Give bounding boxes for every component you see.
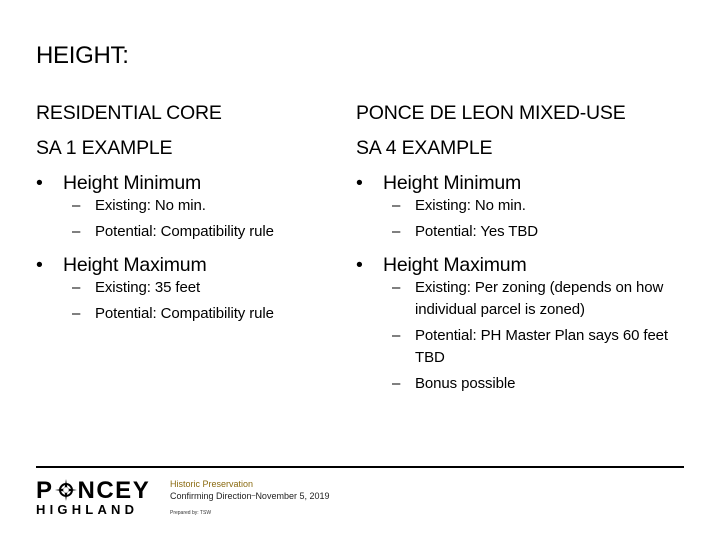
sub-item-text: Potential: PH Master Plan says 60 feet TBD [415, 327, 668, 366]
right-sublist-minimum [356, 195, 686, 248]
dash-icon: – [72, 197, 81, 214]
footer-divider [36, 466, 684, 468]
sub-item-text: Existing: No min. [415, 197, 526, 214]
footer-phase: Confirming Direction [170, 491, 252, 501]
right-heading-area: PONCE DE LEON MIXED-USE [356, 102, 626, 124]
sub-item-text: Bonus possible [415, 375, 516, 392]
right-sublist-maximum [356, 277, 686, 400]
left-heading-area: RESIDENTIAL CORE [36, 102, 222, 124]
logo-wordmark-bottom: HIGHLAND [36, 502, 139, 517]
sub-item [356, 221, 686, 243]
dash-icon: – [392, 223, 401, 240]
footer-program: Historic Preservation [170, 479, 254, 489]
footer-info [170, 478, 329, 517]
bullet-label: Height Minimum [63, 172, 202, 194]
bullet-icon: • [356, 172, 363, 194]
sub-item [356, 195, 686, 217]
compass-star-icon [55, 479, 77, 501]
right-heading-example: SA 4 EXAMPLE [356, 137, 493, 159]
sub-item-text: Existing: 35 feet [95, 279, 201, 296]
poncey-highland-logo [36, 479, 162, 519]
dash-icon: – [392, 375, 401, 392]
footer-separator: – [251, 492, 256, 499]
bullet-label: Height Maximum [63, 254, 207, 276]
dash-icon: – [72, 223, 81, 240]
sub-item [36, 221, 366, 243]
sub-item [356, 277, 686, 321]
left-sublist-minimum [36, 195, 366, 248]
footer-date: November 5, 2019 [255, 491, 330, 501]
dash-icon: – [72, 305, 81, 322]
sub-item-text: Existing: No min. [95, 197, 206, 214]
sub-item [36, 195, 366, 217]
sub-item-text: Potential: Compatibility rule [95, 223, 274, 240]
footer-prepared-by: Prepared by: TSW [170, 510, 212, 516]
footer-date-line [170, 490, 329, 502]
sub-item [36, 303, 366, 325]
sub-item-text: Potential: Compatibility rule [95, 305, 274, 322]
bullet-label: Height Minimum [383, 172, 522, 194]
bullet-icon: • [356, 254, 363, 276]
left-sublist-maximum [36, 277, 366, 330]
slide-title: HEIGHT: [36, 42, 129, 69]
dash-icon: – [392, 327, 401, 344]
bullet-label: Height Maximum [383, 254, 527, 276]
left-heading-example: SA 1 EXAMPLE [36, 137, 173, 159]
sub-item [356, 373, 686, 395]
dash-icon: – [392, 197, 401, 214]
logo-letters-ncey: NCEY [77, 477, 151, 504]
sub-item-text: Potential: Yes TBD [415, 223, 539, 240]
left-column [36, 96, 366, 330]
sub-item-text: Existing: Per zoning (depends on how individual parcel is zoned) [415, 279, 664, 318]
bullet-icon: • [36, 172, 43, 194]
logo-wordmark-top [36, 479, 150, 503]
right-column [356, 96, 686, 400]
sub-item [36, 277, 366, 299]
bullet-icon: • [36, 254, 43, 276]
logo-letter-p: P [36, 477, 54, 504]
dash-icon: – [72, 279, 81, 296]
dash-icon: – [392, 279, 401, 296]
sub-item [356, 325, 686, 369]
